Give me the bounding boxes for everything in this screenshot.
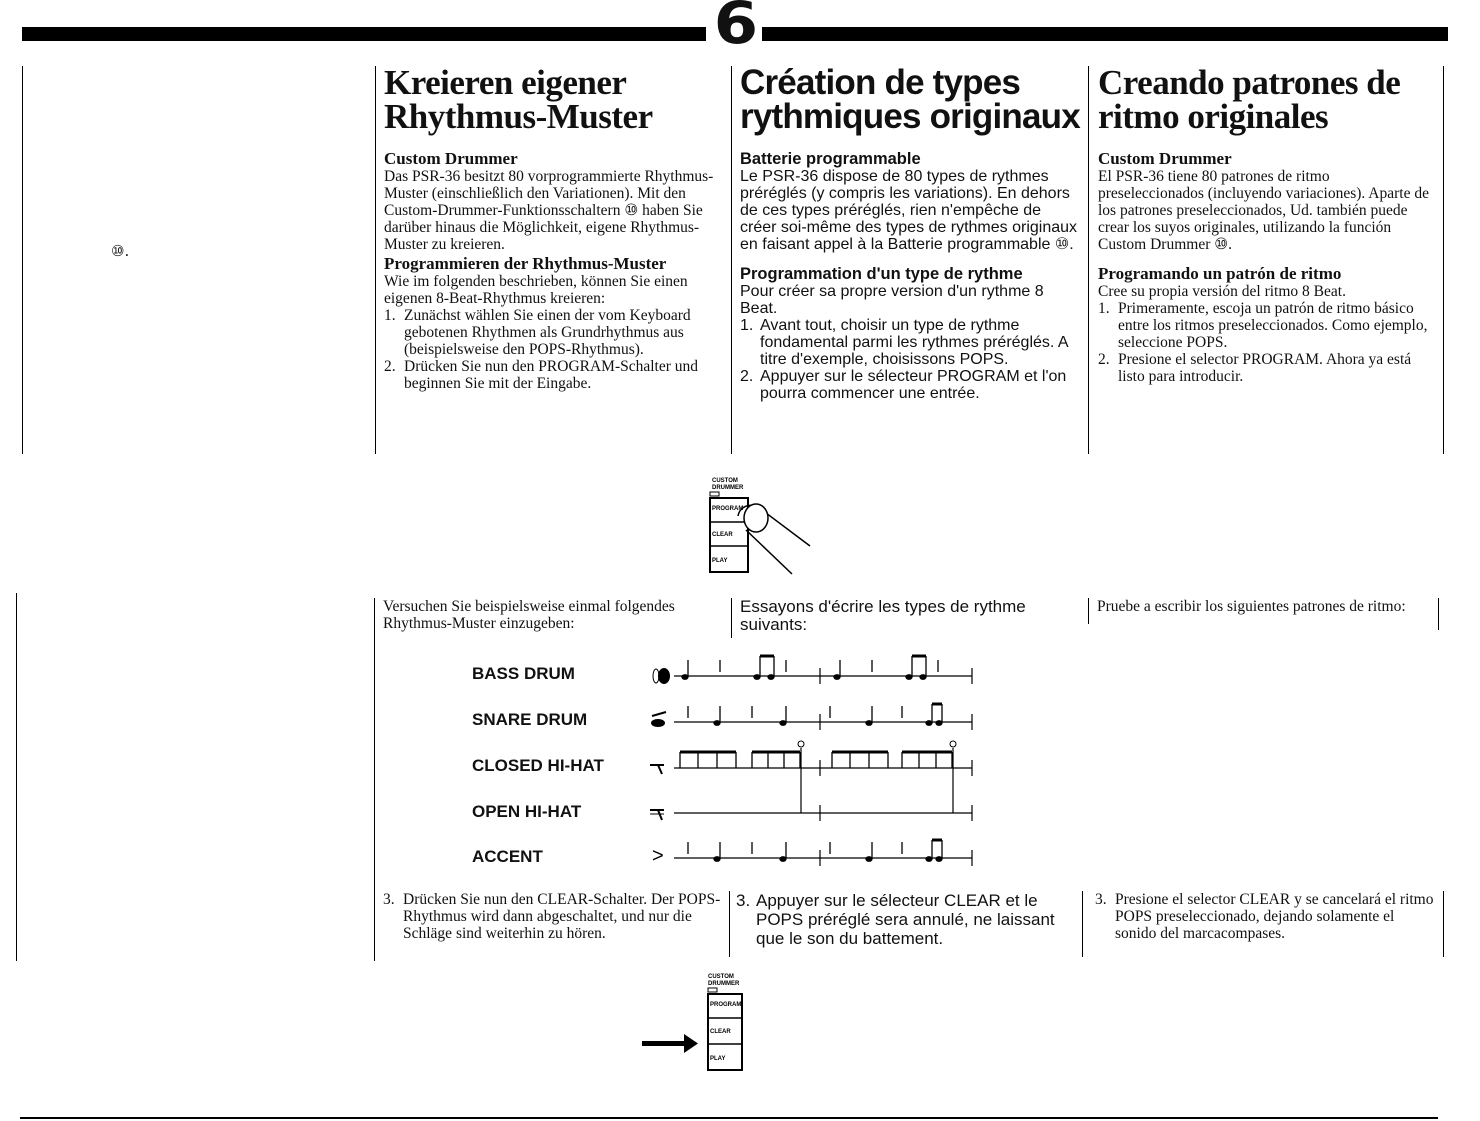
title-line: ritmo originales xyxy=(1098,97,1329,136)
german-try-text: Versuchen Sie beispielsweise einmal folgendes Rhythmus-Muster einzugeben: xyxy=(383,598,675,632)
spanish-step3 xyxy=(1095,891,1435,942)
step-number: 3. xyxy=(383,891,395,908)
german-steps xyxy=(384,307,722,392)
step-text: Zunächst wählen Sie einen der vom Keyboard gebotenen Rhythmen als Grundrhythmus aus (beispielsweise den POPS-Rhythmus). xyxy=(404,307,691,358)
panel-header-text: DRUMMER xyxy=(712,485,744,491)
panel-header-text: CUSTOM xyxy=(708,974,734,980)
panel-led xyxy=(710,492,719,496)
spanish-subhead-programming: Programando un patrón de ritmo xyxy=(1098,264,1342,283)
column-rule xyxy=(1088,598,1089,624)
bass-drum-label: BASS DRUM xyxy=(472,664,575,683)
step-item xyxy=(736,891,1066,948)
column-rule xyxy=(1443,66,1444,454)
step-text: Presione el selector CLEAR y se cancelará el ritmo POPS preseleccionado, dejando solamente el sonido del marcacompases. xyxy=(1115,891,1434,942)
clear-button-illustration xyxy=(636,970,766,1080)
open-hihat-icon xyxy=(650,810,664,820)
panel-program-label: PROGRAM xyxy=(712,506,744,512)
step-item xyxy=(1095,891,1435,942)
program-button-illustration xyxy=(700,474,820,586)
step-number: 1. xyxy=(384,307,396,324)
french-steps xyxy=(740,317,1080,402)
german-section xyxy=(384,63,722,392)
step-item xyxy=(383,891,723,942)
title-line: Création de types xyxy=(740,63,1021,102)
step-number: 3. xyxy=(1095,891,1107,908)
german-intro-text: Das PSR-36 besitzt 80 vorprogrammierte Rhythmus-Muster (einschließlich den Variationen). Mit den Custom-Drummer-Funktionsschaltern ⑩ haben Sie darüber hinaus die Möglichkeit, eigene Rhythmus-Muster zu kreieren. xyxy=(384,168,714,253)
column-rule xyxy=(731,66,732,454)
french-step3-list xyxy=(736,891,1066,948)
fingertip-icon xyxy=(744,504,768,532)
snare-drum-icon xyxy=(651,712,666,727)
note-marks xyxy=(680,656,952,861)
french-programming-text: Pour créer sa propre version d'un rythme 8 Beat. xyxy=(740,283,1044,317)
step-text: Drücken Sie nun den PROGRAM-Schalter und beginnen Sie mit der Eingabe. xyxy=(404,358,699,392)
german-subhead-programming: Programmieren der Rhythmus-Muster xyxy=(384,254,667,273)
step-text: Drücken Sie nun den CLEAR-Schalter. Der POPS-Rhythmus wird dann abgeschaltet, und nur die Schläge sind weiterhin zu hören. xyxy=(403,891,721,942)
title-line: Kreieren eigener xyxy=(384,63,627,102)
french-section xyxy=(740,63,1080,402)
panel-play-label: PLAY xyxy=(710,1056,726,1062)
german-programming-text: Wie im folgenden beschrieben, können Sie einen eigenen 8-Beat-Rhythmus kreieren: xyxy=(384,273,688,307)
german-step3-list xyxy=(383,891,723,942)
panel-led xyxy=(708,988,717,992)
spanish-title xyxy=(1098,63,1438,136)
title-line: Creando patrones de xyxy=(1098,63,1401,102)
step-item xyxy=(740,368,1080,402)
title-line: Rhythmus-Muster xyxy=(384,97,653,136)
german-subhead-custom-drummer: Custom Drummer xyxy=(384,149,518,168)
french-try-text: Essayons d'écrire les types de rythme suivants: xyxy=(740,597,1026,634)
snare-drum-label: SNARE DRUM xyxy=(472,710,588,729)
step-number: 1. xyxy=(1098,300,1110,317)
german-step3 xyxy=(383,891,723,942)
spanish-step3-list xyxy=(1095,891,1435,942)
column-rule xyxy=(374,598,375,961)
step-number: 2. xyxy=(740,368,754,385)
french-subhead-batterie: Batterie programmable xyxy=(740,150,921,168)
german-title xyxy=(384,63,722,136)
header-rule-right xyxy=(762,27,1448,41)
step-item xyxy=(740,317,1080,368)
spanish-try-text: Pruebe a escribir los siguientes patrones de ritmo: xyxy=(1097,598,1406,615)
column-rule xyxy=(731,598,732,638)
step-item xyxy=(1098,300,1438,351)
header-rule-left xyxy=(22,27,706,41)
column-rule xyxy=(1082,891,1083,957)
french-subhead-programmation: Programmation d'un type de rythme xyxy=(740,265,1023,283)
panel-clear-label: CLEAR xyxy=(710,1029,731,1035)
column-rule xyxy=(729,891,730,957)
french-title xyxy=(740,63,1080,136)
column-rule xyxy=(375,66,376,454)
step-text: Avant tout, choisir un type de rythme fondamental parmi les rythmes préréglés. A titre d'exemple, choisissons POPS. xyxy=(760,317,1068,368)
title-line: rythmiques originaux xyxy=(740,97,1080,136)
footer-rule xyxy=(20,1117,1438,1119)
panel-clear-label: CLEAR xyxy=(712,532,733,538)
step-number: 1. xyxy=(740,317,754,334)
french-intro-text: Le PSR-36 dispose de 80 types de rythmes préréglés (y compris les variations). En dehors de ces types préréglés, rien n'empêche de créer soi-même des types de rythmes originaux en faisant appel à la Batterie programmable ⑩. xyxy=(740,168,1078,253)
bass-drum-icon xyxy=(653,668,670,684)
step-text: Primeramente, escoja un patrón de ritmo básico entre los ritmos preseleccionados. Como ejemplo, seleccione POPS. xyxy=(1118,300,1428,351)
open-hihat-label: OPEN HI-HAT xyxy=(472,802,582,821)
accent-label: ACCENT xyxy=(472,847,543,866)
margin-rule-top xyxy=(22,66,23,454)
step-item xyxy=(384,358,722,392)
page-number: 6 xyxy=(713,0,759,57)
rhythm-notation xyxy=(640,650,980,875)
accent-symbol: > xyxy=(652,845,664,867)
spanish-steps xyxy=(1098,300,1438,385)
step-number: 3. xyxy=(736,891,751,910)
step-number: 2. xyxy=(384,358,396,375)
column-rule xyxy=(1438,598,1439,630)
spanish-subhead-custom-drummer: Custom Drummer xyxy=(1098,149,1232,168)
reference-mark: ⑩. xyxy=(111,242,130,260)
panel-play-label: PLAY xyxy=(712,558,728,564)
panel-program-label: PROGRAM xyxy=(710,1002,742,1008)
spanish-section xyxy=(1098,63,1438,385)
closed-hihat-label: CLOSED HI-HAT xyxy=(472,756,604,775)
closed-hihat-icon xyxy=(650,765,664,774)
step-text: Appuyer sur le sélecteur PROGRAM et l'on pourra commencer une entrée. xyxy=(760,368,1067,402)
step-item xyxy=(384,307,722,358)
step-number: 2. xyxy=(1098,351,1110,368)
spanish-intro-text: El PSR-36 tiene 80 patrones de ritmo preseleccionados (incluyendo variaciones). Aparte de los patrones preseleccionados, Ud. también puede crear los suyos originales, utilizando la función Custom Drummer ⑩. xyxy=(1098,168,1429,253)
step-text: Appuyer sur le sélecteur CLEAR et le POPS préréglé sera annulé, ne laissant que le son du battement. xyxy=(756,891,1055,948)
step-text: Presione el selector PROGRAM. Ahora ya está listo para introducir. xyxy=(1118,351,1412,385)
panel-header-text: CUSTOM xyxy=(712,478,738,484)
french-step3 xyxy=(736,891,1066,948)
panel-header-text: DRUMMER xyxy=(708,981,740,987)
step-item xyxy=(1098,351,1438,385)
margin-rule-bottom xyxy=(16,593,17,961)
column-rule xyxy=(1088,66,1089,454)
spanish-programming-text: Cree su propia versión del ritmo 8 Beat. xyxy=(1098,283,1346,300)
arrow-right-icon xyxy=(642,1034,698,1053)
column-rule xyxy=(1443,891,1444,957)
